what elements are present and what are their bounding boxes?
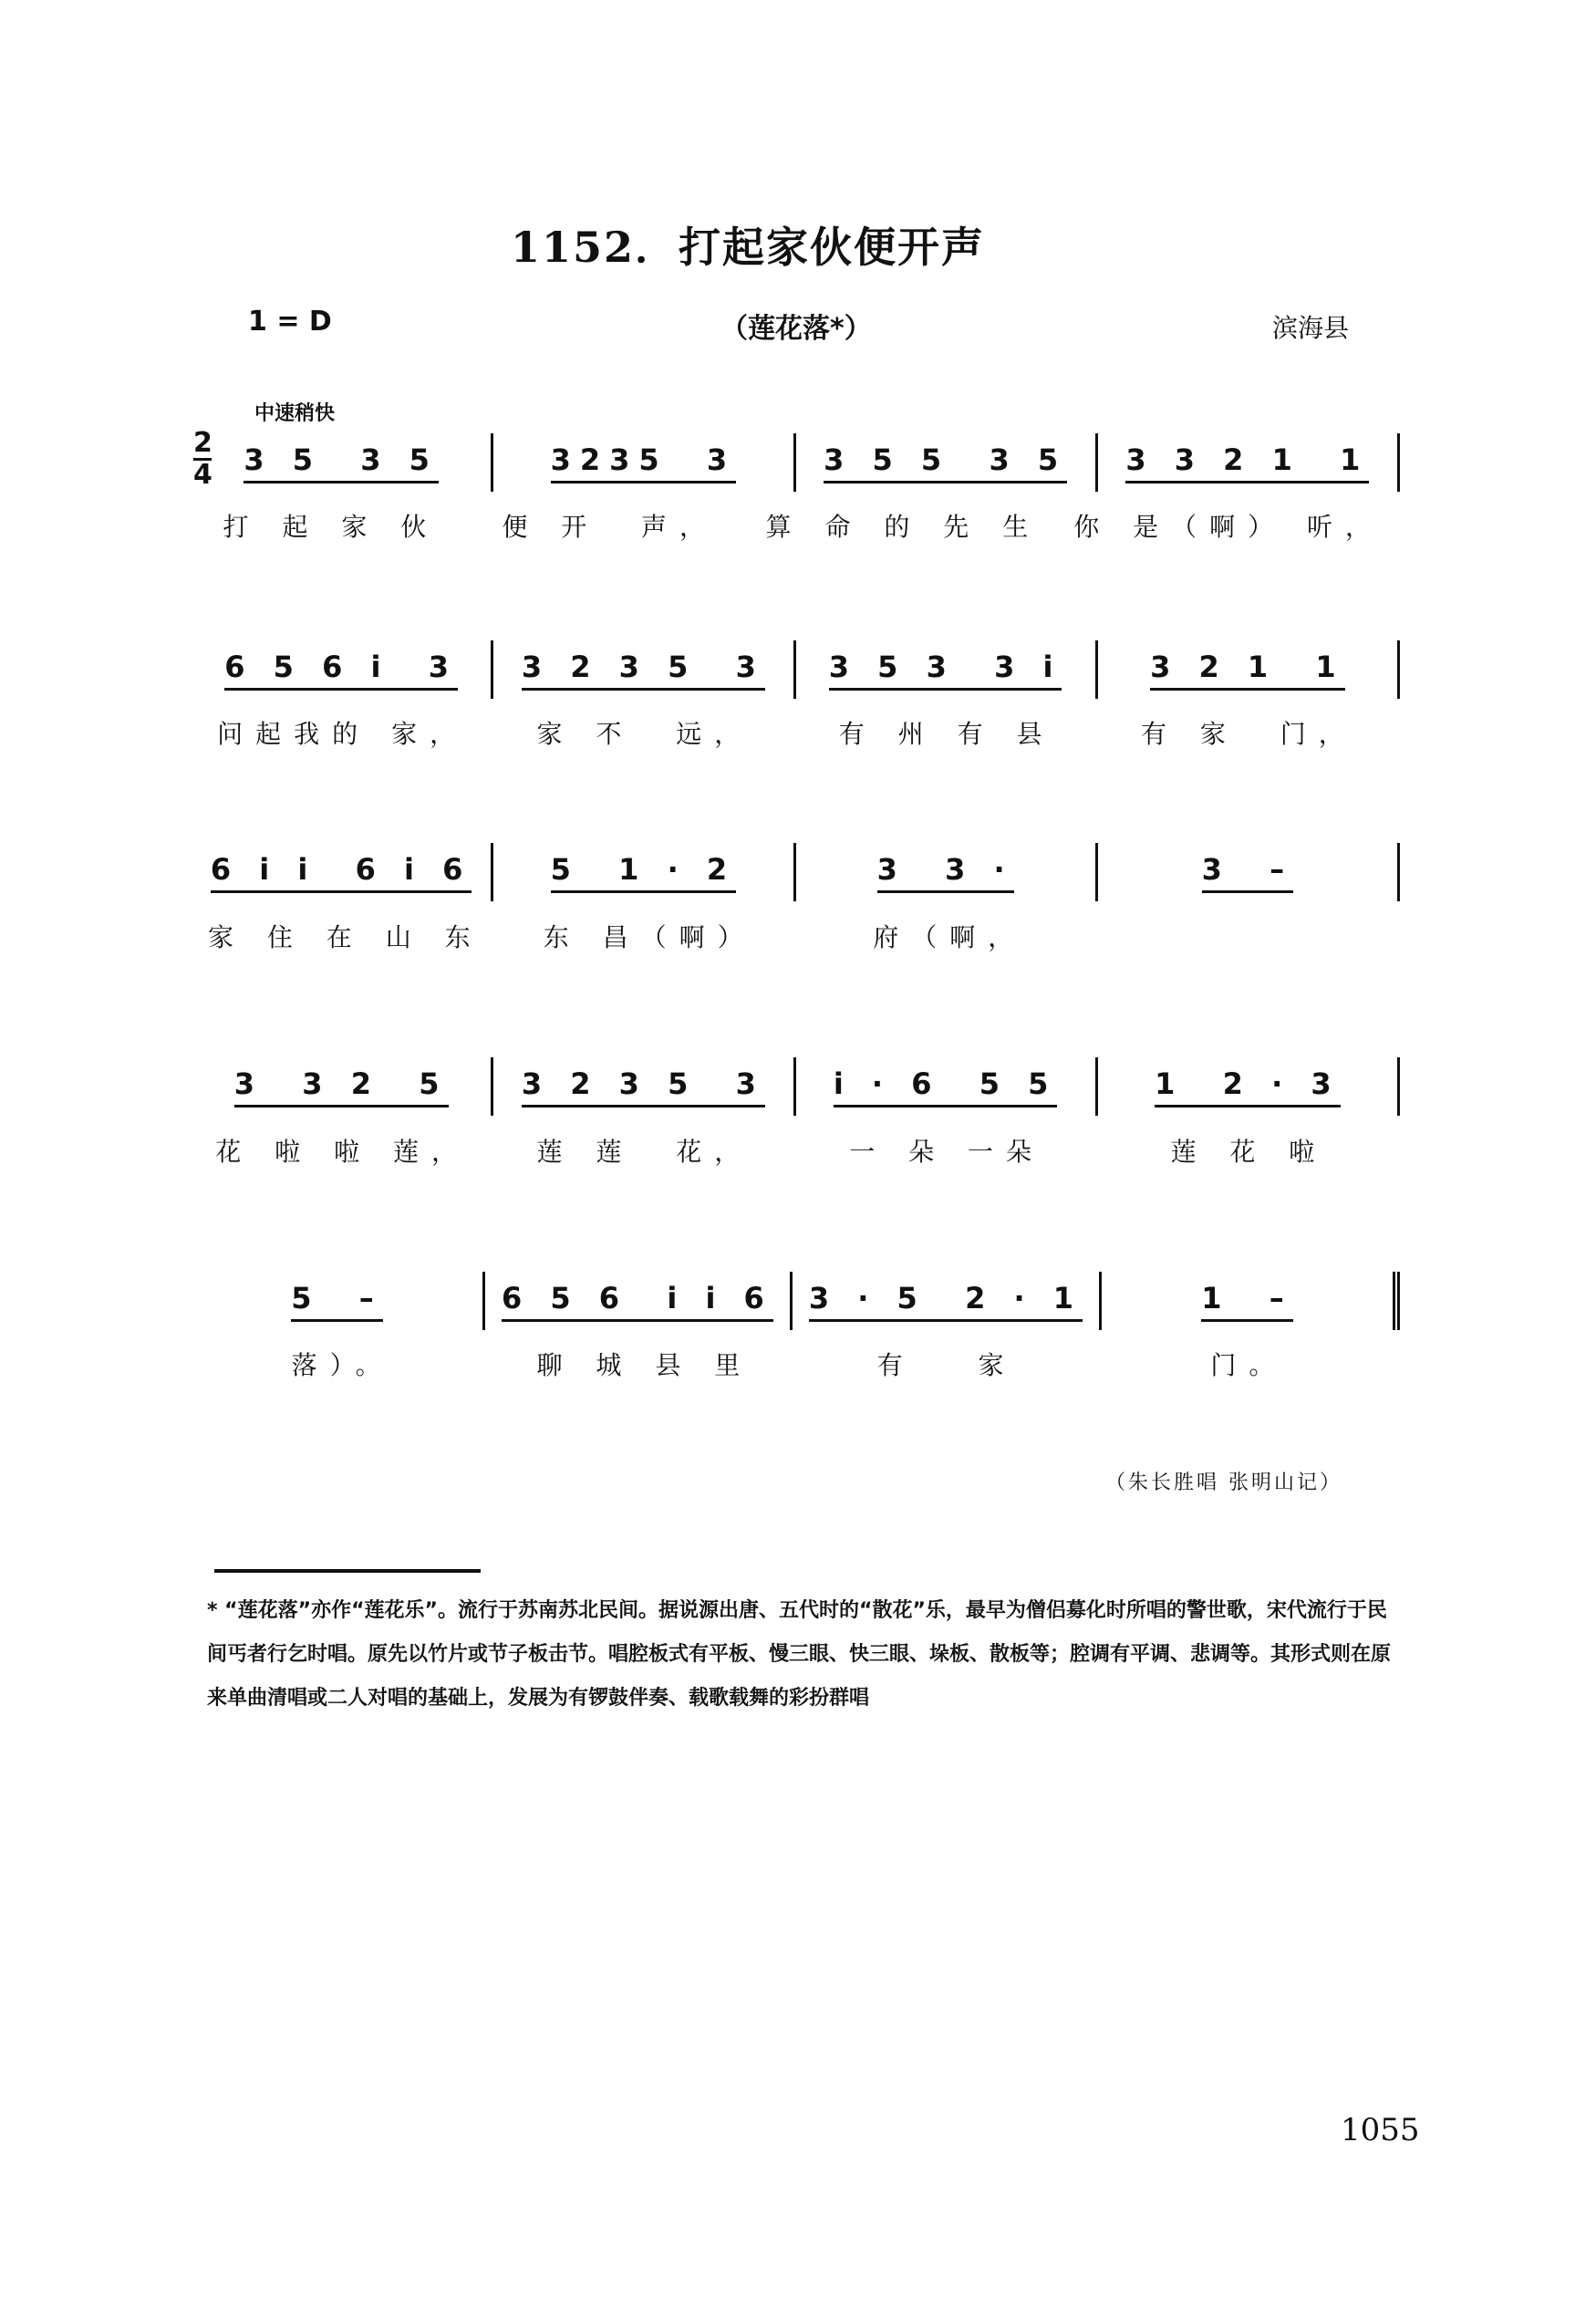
measure-lyrics: 聊 城 县 里 [536,1350,753,1380]
measure-notes: 3 2 3 5 3 [522,1066,765,1107]
notation-row [192,433,1400,492]
measure-notes: 3 – [1202,852,1294,893]
measure-notes: 5 1 · 2 [551,852,737,893]
measure-notes: 6 i i 6 i 6 [211,852,472,893]
notation-row [192,1272,1400,1330]
measure-lyrics: 莲 莲 花， [536,1137,753,1167]
measure [796,843,1098,901]
measure [1098,843,1400,901]
measure-notes: 3 · 5 2 · 1 [809,1281,1083,1322]
lyrics-row [192,918,1400,954]
measure-notes: 1 – [1201,1281,1293,1322]
measure-lyrics: 有 家 门， [1141,719,1357,749]
measure-lyrics: 有 家 [876,1350,1017,1380]
measure-notes: 6 5 6 i i 6 [502,1281,773,1322]
footnote-divider [214,1569,481,1573]
measure-notes: i · 6 5 5 [834,1066,1058,1107]
measure [1102,1272,1400,1330]
notation-row [192,843,1400,901]
measure-notes: 5 – [291,1281,383,1322]
measure-lyrics: 家 不 远， [536,719,753,749]
measure-lyrics: 一 朵 一朵 [849,1137,1045,1167]
measure-lyrics: 府（啊， [873,922,1027,952]
measure [493,640,795,699]
lyrics-row [192,714,1400,751]
measure-lyrics: 家 住 在 山 东 [208,922,483,952]
measure-lyrics: 算 命 的 先 生 [765,512,1042,542]
measure [192,433,493,492]
measure [192,1272,485,1330]
meter-top: 2 [193,427,212,459]
measure-notes: 3 5 3 3 i [829,650,1062,691]
measure [796,433,1098,492]
measure [796,1057,1098,1116]
notation-row [192,1057,1400,1116]
notation-row [192,640,1400,699]
measure-lyrics: 花 啦 啦 莲， [215,1137,470,1167]
measure [493,843,795,901]
measure [493,433,795,492]
measure [192,843,493,901]
measure-lyrics: 你 是（啊） 听， [1073,512,1384,542]
measure [493,1057,795,1116]
measure-notes: 3235 3 [551,442,737,484]
footnote: * “莲花落”亦作“莲花乐”。流行于苏南苏北民间。据说源出唐、五代时的“散花”乐，最早为僧侣募化时所唱的警世歌，宋代流行于民间丐者行乞时唱。原先以竹片或节子板击节。唱腔板式有平板、慢三眼、快三眼、垛板、散板等；腔调有平调、悲调等。其形式则在原来单曲清唱或二人对唱的基础上，发展为有锣鼓伴奏、载歌载舞的彩扮群唱 [207,1599,1392,1710]
measure-lyrics: 便 开 声， [502,512,719,542]
measure [793,1272,1102,1330]
measure-notes: 3 5 3 5 [244,442,439,484]
measure-notes: 3 2 1 1 [1150,650,1345,691]
lyrics-row [192,1346,1400,1382]
lyrics-row [192,507,1400,544]
measure-lyrics: 打 起 家 伙 [223,512,440,542]
page-number: 1055 [1341,2112,1420,2148]
measure-lyrics [1100,918,1400,954]
measure-lyrics: 有 州 有 县 [838,719,1055,749]
measure-notes: 3 3 · [877,852,1014,893]
measure [1098,640,1400,699]
measure-notes: 3 3 2 5 [234,1066,449,1107]
measure-notes: 3 5 5 3 5 [824,442,1067,484]
measure [1098,433,1400,492]
measure-notes: 3 2 3 5 3 [522,650,765,691]
song-title: 1152．打起家伙便开声 [511,223,986,272]
measure-notes: 3 3 2 1 1 [1125,442,1369,484]
measure-lyrics: 问起我的 家， [217,719,469,749]
measure [192,1057,493,1116]
credit: （朱长胜唱 张明山记） [1105,1471,1342,1494]
county-label: 滨海县 [1272,313,1350,343]
measure-lyrics: 门。 [1210,1350,1288,1380]
measure-lyrics: 莲 花 啦 [1170,1137,1328,1167]
meter-bottom: 4 [193,459,212,491]
measure [796,640,1098,699]
measure [1098,1057,1400,1116]
measure-notes: 6 5 6 i 3 [224,650,458,691]
measure-notes: 1 2 · 3 [1155,1066,1341,1107]
measure [485,1272,793,1330]
genre-label: （莲花落*） [720,313,872,345]
measure-lyrics: 东 昌（啊） [543,922,756,952]
key-signature: 1 = D [248,306,332,338]
measure [192,640,493,699]
measure-lyrics: 落）。 [291,1350,394,1380]
tempo-marking: 中速稍快 [254,402,336,425]
lyrics-row [192,1132,1400,1169]
